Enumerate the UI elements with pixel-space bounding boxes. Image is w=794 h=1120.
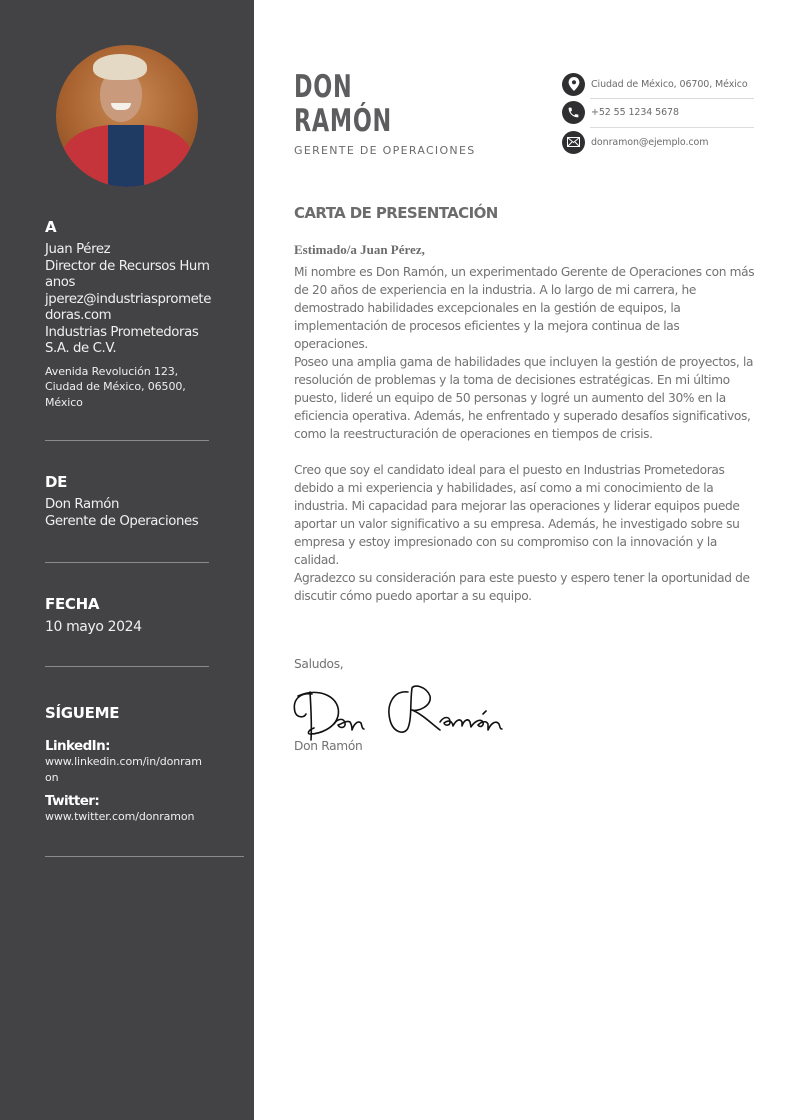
sender-name: Don Ramón [45, 497, 120, 512]
envelope-icon [562, 131, 585, 154]
date-value: 10 mayo 2024 [45, 619, 142, 635]
letter-paragraph: Agradezco su consideración para este puesto y espero tener la oportunidad de discutir cómo puedo aportar a su equipo. [294, 571, 750, 603]
applicant-name [294, 70, 392, 138]
sender-heading: DE [45, 473, 68, 491]
recipient-name: Juan Pérez [45, 242, 111, 257]
letter-closing: Saludos, [294, 657, 344, 671]
recipient-email[interactable]: jperez@industriasprometedoras.com [45, 291, 211, 323]
letter-title: CARTA DE PRESENTACIÓN [294, 204, 498, 222]
linkedin-link[interactable]: www.linkedin.com/in/donramon [45, 755, 202, 784]
social-item-linkedin [45, 738, 215, 785]
last-name: RAMÓN [294, 103, 392, 139]
first-name: DON [294, 69, 353, 105]
recipient-section [45, 218, 215, 410]
twitter-link[interactable]: www.twitter.com/donramon [45, 810, 195, 823]
date-section [45, 595, 215, 636]
social-heading: SÍGUEME [45, 704, 120, 722]
twitter-label: Twitter: [45, 793, 100, 809]
letter-paragraph: Creo que soy el candidato ideal para el puesto en Industrias Prometedoras debido a mi experiencia y habilidades, así como a mi conocimiento de la industria. Mi capacidad para mejorar las operaciones y liderar equipos puede aportar un valor significativo a su empresa. Además, he investigado sobre su empresa y estoy impresionado con su compromiso con la innovación y la calidad. [294, 463, 740, 567]
letter-paragraph: Mi nombre es Don Ramón, un experimentado Gerente de Operaciones con más de 20 años de experiencia en la industria. A lo largo de mi carrera, he demostrado habilidades excepcionales en la gestión de equipos, la implementación de procesos eficientes y la mejora continua de las operaciones. [294, 265, 755, 351]
divider [45, 856, 244, 857]
letter-paragraph: Poseo una amplia gama de habilidades que incluyen la gestión de proyectos, la resolución de problemas y la toma de decisiones estratégicas. En mi último puesto, lideré un equipo de 50 personas y logré un aumento del 30% en la eficiencia operativa. Además, he enfrentado y superado desafíos significativos, como la reestructuración de operaciones en tiempos de crisis. [294, 355, 754, 441]
divider [45, 440, 209, 441]
recipient-heading: A [45, 218, 57, 236]
linkedin-label: LinkedIn: [45, 738, 110, 754]
sender-section [45, 473, 215, 530]
recipient-address: Avenida Revolución 123, Ciudad de México, 06500, México [45, 364, 186, 409]
recipient-company: Industrias Prometedoras S.A. de C.V. [45, 324, 199, 356]
social-item-twitter [45, 793, 215, 825]
contact-address-text: Ciudad de México, 06700, México [591, 78, 748, 90]
divider [45, 666, 209, 667]
photo-hat [93, 54, 147, 80]
social-section [45, 704, 215, 825]
letter-greeting: Estimado/a Juan Pérez, [294, 242, 425, 257]
recipient-title: Director de Recursos Humanos [45, 258, 210, 290]
contact-email-text[interactable]: donramon@ejemplo.com [591, 136, 709, 148]
sidebar [0, 0, 254, 1120]
date-heading: FECHA [45, 595, 100, 613]
phone-icon [562, 101, 585, 124]
sender-title: Gerente de Operaciones [45, 513, 199, 529]
divider [45, 562, 209, 563]
contact-phone-text[interactable]: +52 55 1234 5678 [591, 106, 679, 118]
contact-address [562, 70, 754, 98]
photo-shirt [108, 125, 144, 187]
contact-phone [562, 98, 754, 126]
signature-image [290, 678, 520, 746]
contact-email [562, 128, 754, 156]
location-pin-icon [562, 73, 585, 96]
profile-photo [56, 45, 198, 187]
signer-name: Don Ramón [294, 739, 363, 753]
applicant-role: GERENTE DE OPERACIONES [294, 144, 476, 157]
